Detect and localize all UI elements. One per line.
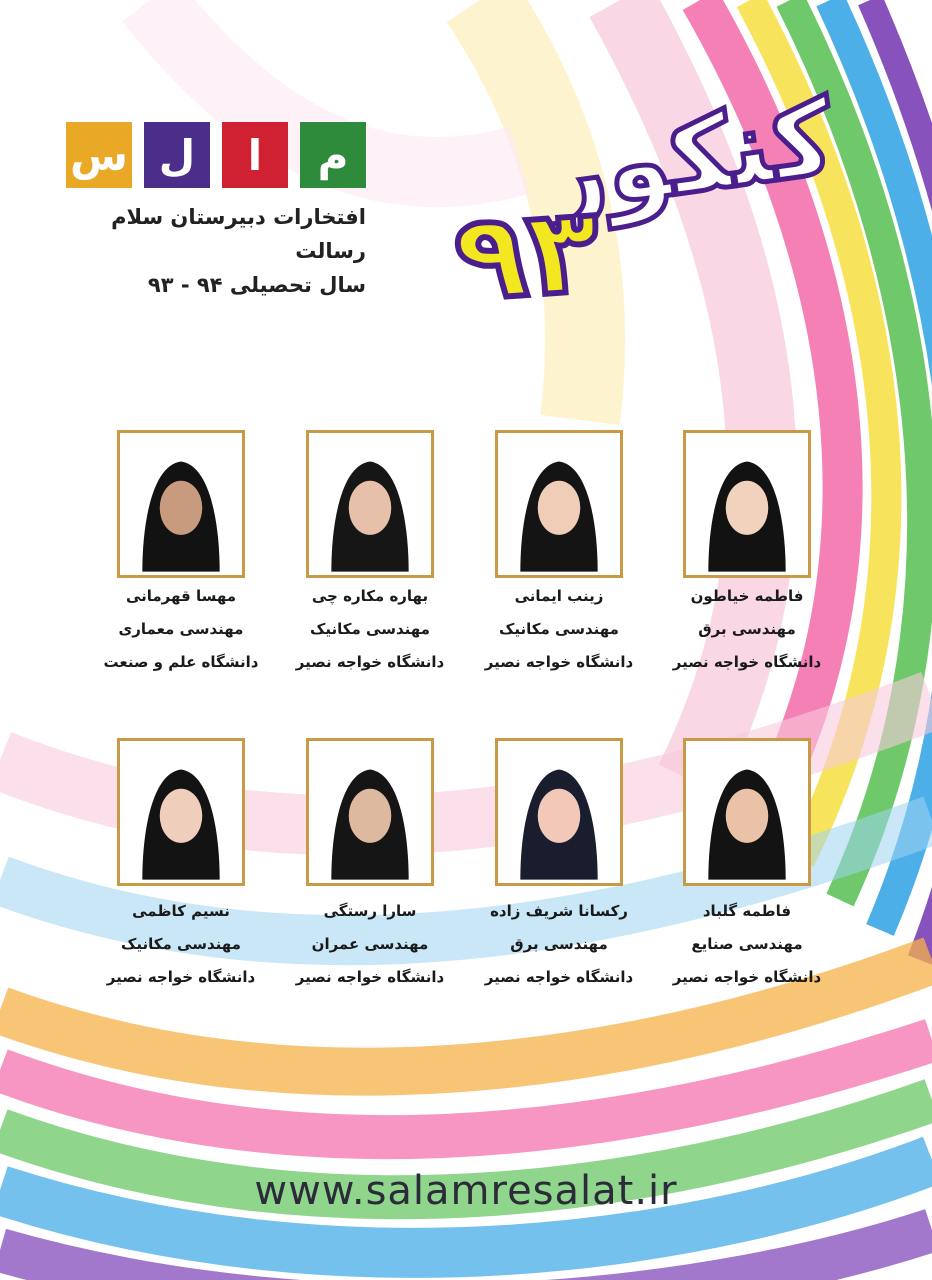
- student-photo: [495, 430, 623, 578]
- student-name: فاطمه گلباد: [702, 902, 792, 920]
- student-university: دانشگاه خواجه نصیر: [295, 653, 445, 671]
- student-name: مهسا قهرمانی: [125, 587, 237, 605]
- headline-year: ۹۳: [450, 180, 604, 328]
- school-heading: [66, 200, 366, 302]
- student-caption: [280, 580, 460, 679]
- student-caption: [91, 580, 271, 679]
- student-field: مهندسی مکانیک: [499, 620, 619, 638]
- logo-tile-lam: ل: [144, 122, 210, 188]
- student-caption: [469, 895, 649, 994]
- student-caption: [657, 580, 837, 679]
- website-url: www.salamresalat.ir: [254, 1168, 678, 1214]
- student-field: مهندسی عمران: [311, 935, 429, 953]
- academic-year: سال تحصیلی ۹۴ - ۹۳: [147, 273, 366, 297]
- student-field: مهندسی مکانیک: [310, 620, 430, 638]
- student-photo: [117, 738, 245, 886]
- logo-tile-mim: م: [300, 122, 366, 188]
- student-university: دانشگاه خواجه نصیر: [672, 653, 822, 671]
- student-photo: [306, 430, 434, 578]
- logo-tile-sin: س: [66, 122, 132, 188]
- student-name: نسیم کاظمی: [132, 902, 230, 920]
- student-name: رکسانا شریف زاده: [490, 902, 628, 920]
- school-logo: [66, 122, 366, 188]
- student-photo: [117, 430, 245, 578]
- student-field: مهندسی برق: [698, 620, 796, 638]
- student-name: زینب ایمانی: [514, 587, 604, 605]
- student-field: مهندسی برق: [510, 935, 608, 953]
- student-photo: [683, 430, 811, 578]
- school-title: افتخارات دبیرستان سلام رسالت: [111, 205, 366, 263]
- headline-konkur: کنکور: [537, 75, 841, 237]
- student-university: دانشگاه خواجه نصیر: [672, 968, 822, 986]
- student-caption: [469, 580, 649, 679]
- student-name: بهاره مکاره چی: [311, 587, 429, 605]
- student-field: مهندسی مکانیک: [121, 935, 241, 953]
- student-caption: [657, 895, 837, 994]
- student-university: دانشگاه خواجه نصیر: [484, 653, 634, 671]
- student-photo: [683, 738, 811, 886]
- student-photo: [306, 738, 434, 886]
- student-caption: [91, 895, 271, 994]
- student-caption: [280, 895, 460, 994]
- student-university: دانشگاه علم و صنعت: [103, 653, 259, 671]
- logo-tile-alef: ا: [222, 122, 288, 188]
- student-field: مهندسی صنایع: [691, 935, 803, 953]
- student-university: دانشگاه خواجه نصیر: [106, 968, 256, 986]
- student-photo: [495, 738, 623, 886]
- student-name: فاطمه خیاطون: [690, 587, 804, 605]
- student-field: مهندسی معماری: [118, 620, 244, 638]
- student-name: سارا رستگی: [323, 902, 417, 920]
- student-university: دانشگاه خواجه نصیر: [295, 968, 445, 986]
- student-university: دانشگاه خواجه نصیر: [484, 968, 634, 986]
